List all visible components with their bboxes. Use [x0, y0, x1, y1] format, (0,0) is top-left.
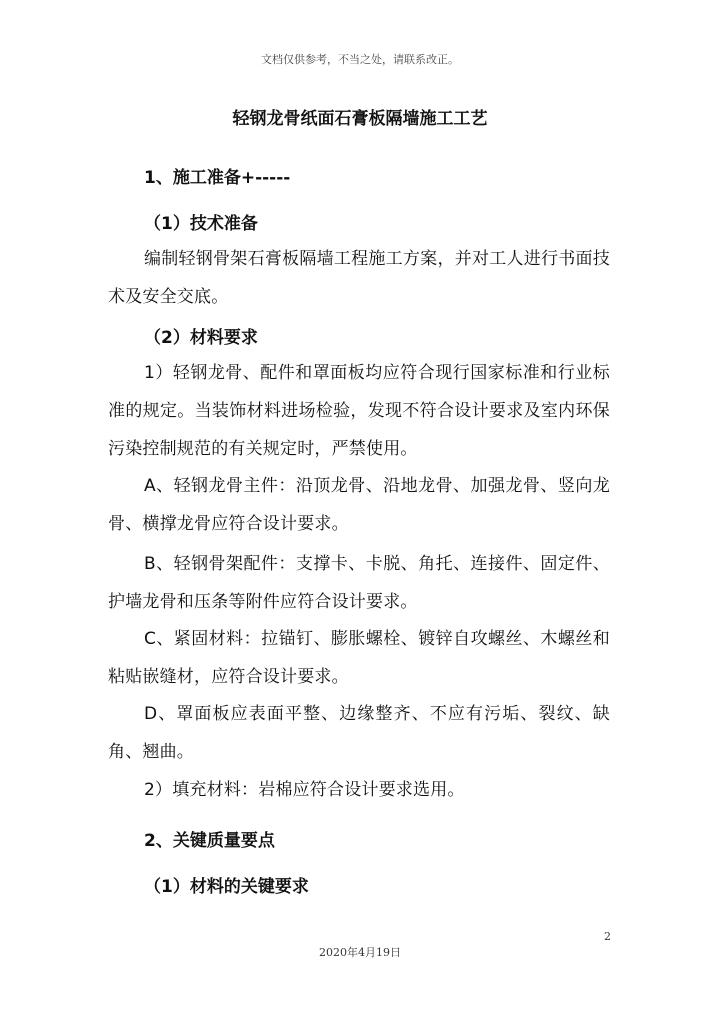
header-note: 文档仅供参考，不当之处，请联系改正。: [261, 53, 459, 66]
document-title: 轻钢龙骨纸面石膏板隔墙施工工艺: [232, 109, 488, 129]
section-1-2-heading: （2）材料要求: [144, 328, 258, 348]
section-2-heading: 2、关键质量要点: [144, 831, 275, 851]
material-item-d: D、罩面板应表面平整、边缘整齐、不应有污垢、裂纹、缺角、翘曲。: [108, 704, 610, 762]
footer-date: 2020年4月19日: [319, 946, 401, 959]
page-number: 2: [604, 930, 611, 943]
material-item-b: B、轻钢骨架配件：支撑卡、卡脱、角托、连接件、固定件、护墙龙骨和压条等附件应符合设计要求。: [108, 554, 610, 612]
material-item-2: 2）填充材料：岩棉应符合设计要求选用。: [144, 780, 465, 800]
section-1-1-text: 编制轻钢骨架石膏板隔墙工程施工方案，并对工人进行书面技术及安全交底。: [108, 249, 610, 307]
material-item-1: 1）轻钢龙骨、配件和罩面板均应符合现行国家标准和行业标准的规定。当装饰材料进场检验，发现不符合设计要求及室内环保污染控制规范的有关规定时，严禁使用。: [108, 363, 610, 459]
section-1-heading: 1、施工准备+-----: [144, 168, 291, 188]
section-2-1-heading: （1）材料的关键要求: [144, 877, 309, 897]
section-1-1-heading: （1）技术准备: [144, 214, 258, 234]
material-item-a: A、轻钢龙骨主件：沿顶龙骨、沿地龙骨、加强龙骨、竖向龙骨、横撑龙骨应符合设计要求。: [108, 476, 610, 534]
material-item-c: C、紧固材料：拉锚钉、膨胀螺栓、镀锌自攻螺丝、木螺丝和粘贴嵌缝材，应符合设计要求。: [108, 629, 610, 687]
